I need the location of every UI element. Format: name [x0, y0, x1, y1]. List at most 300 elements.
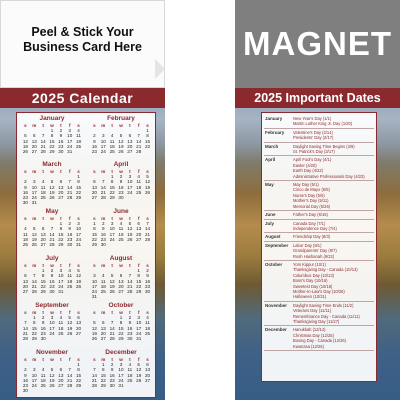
day-number: 15 [76, 372, 82, 378]
day-number: 5 [68, 315, 71, 321]
day-number: 1 [77, 362, 80, 368]
day-number: 15 [91, 231, 97, 237]
day-number: 2 [101, 221, 105, 227]
day-number: 18 [109, 143, 115, 149]
day-number: 22 [76, 377, 82, 383]
month-february [90, 115, 152, 154]
weekday-letter: s [93, 357, 96, 362]
day-number: 11 [136, 179, 142, 185]
day-number: 17 [31, 189, 37, 195]
day-number: 3 [110, 221, 114, 227]
weekday-letter: t [60, 216, 62, 221]
day-number: 27 [100, 336, 106, 342]
day-number: 14 [67, 372, 73, 378]
day-number: 4 [110, 133, 114, 139]
day-number: 10 [31, 184, 37, 190]
day-number: 4 [41, 367, 45, 373]
month-may [21, 208, 83, 247]
calendar-magnet-front [0, 0, 165, 400]
day-number: 10 [67, 133, 73, 139]
weekday-letter: t [42, 310, 44, 315]
day-number: 23 [58, 143, 64, 149]
weekday-letter: s [24, 310, 27, 315]
month-days-grid [90, 357, 152, 388]
day-number: 14 [40, 138, 46, 144]
month-name: April [113, 161, 129, 168]
day-number: 25 [40, 383, 46, 389]
day-number: 17 [58, 278, 64, 284]
day-number: 2 [41, 315, 45, 321]
day-number: 11 [67, 273, 73, 279]
day-number: 15 [40, 278, 46, 284]
dates-row-february [264, 129, 374, 143]
day-number: 29 [100, 383, 106, 389]
weekday-letter: t [60, 123, 62, 128]
day-number: 1 [137, 268, 140, 274]
day-number: 11 [23, 231, 28, 237]
day-number: 2 [110, 362, 114, 368]
day-number: 3 [101, 133, 105, 139]
event-item: Thanksgiving Day - Canada (10/13) [293, 267, 358, 273]
day-number: 6 [146, 362, 149, 368]
day-number: 25 [22, 242, 28, 248]
day-number: 22 [58, 236, 64, 242]
day-number: 13 [145, 367, 151, 373]
day-number: 26 [31, 242, 37, 248]
month-days-grid [21, 357, 83, 393]
day-number: 8 [41, 273, 45, 279]
day-number: 10 [91, 278, 97, 284]
day-number: 5 [110, 273, 114, 279]
day-number: 14 [49, 231, 55, 237]
weekday-letter: m [101, 310, 106, 315]
dates-events [293, 212, 374, 217]
month-days-grid [90, 216, 152, 247]
day-number: 6 [77, 315, 80, 321]
day-number: 5 [77, 268, 80, 274]
day-number: 23 [22, 195, 28, 201]
day-number: 28 [91, 383, 97, 389]
weekday-letter: m [32, 169, 37, 174]
day-number: 10 [31, 372, 37, 378]
day-number: 2 [68, 221, 71, 227]
day-number: 21 [67, 189, 73, 195]
day-number: 16 [127, 325, 133, 331]
day-number: 9 [128, 320, 132, 326]
day-number: 15 [136, 278, 142, 284]
day-number: 18 [40, 377, 46, 383]
day-number: 14 [91, 372, 97, 378]
day-number: 7 [41, 133, 45, 139]
day-number: 23 [145, 283, 151, 289]
day-number: 29 [91, 242, 97, 248]
day-number: 19 [67, 325, 73, 331]
day-number: 16 [91, 143, 97, 149]
weekday-letter: t [129, 310, 131, 315]
month-days-grid [90, 263, 152, 299]
day-number: 8 [119, 320, 123, 326]
event-item: Sweetest Day (10/18) [293, 283, 333, 289]
month-name: March [42, 161, 62, 168]
day-number: 25 [145, 330, 151, 336]
day-number: 26 [127, 236, 133, 242]
day-number: 7 [101, 179, 105, 185]
day-number: 29 [76, 383, 82, 389]
day-number: 31 [67, 149, 73, 155]
day-number: 23 [67, 236, 73, 242]
day-number: 17 [49, 325, 55, 331]
day-number: 12 [109, 278, 115, 284]
event-item: Mother-In-Law's Day (10/26) [293, 288, 345, 294]
weekday-letter: m [32, 216, 37, 221]
day-number: 13 [58, 184, 64, 190]
day-number: 22 [100, 377, 106, 383]
day-number: 28 [127, 289, 133, 295]
day-number: 14 [109, 325, 115, 331]
event-item: Grandparents' Day (9/7) [293, 248, 337, 254]
month-september [21, 302, 83, 341]
month-name: July [45, 255, 59, 262]
dates-title: 2025 Important Dates [235, 88, 400, 108]
day-number: 30 [22, 388, 28, 394]
day-number: 26 [67, 330, 73, 336]
important-dates-list [261, 112, 377, 382]
day-number: 16 [67, 231, 73, 237]
day-number: 3 [77, 221, 80, 227]
weekday-letter: m [101, 169, 106, 174]
dates-row-september [264, 242, 374, 261]
weekday-letter: w [50, 310, 54, 315]
weekday-letter: s [93, 123, 96, 128]
day-number: 19 [76, 278, 82, 284]
day-number: 20 [58, 189, 64, 195]
day-number: 27 [136, 236, 142, 242]
day-number: 26 [109, 289, 115, 295]
day-number: 29 [58, 242, 64, 248]
day-number: 10 [76, 226, 82, 232]
day-number: 8 [146, 133, 149, 139]
weekday-letter: s [93, 169, 96, 174]
day-number: 1 [41, 268, 45, 274]
dates-row-november [264, 302, 374, 327]
dates-events [293, 116, 374, 127]
day-number: 12 [118, 138, 124, 144]
day-number: 9 [110, 367, 114, 373]
day-number: 30 [100, 242, 106, 248]
day-number: 12 [31, 231, 37, 237]
day-number: 4 [59, 315, 63, 321]
weekday-letter: s [24, 216, 27, 221]
day-number: 28 [31, 289, 37, 295]
day-number: 24 [49, 330, 55, 336]
weekday-letter: t [111, 169, 113, 174]
weekday-letter: s [146, 357, 149, 362]
day-number: 13 [118, 278, 124, 284]
day-number: 8 [101, 367, 105, 373]
day-number: 10 [109, 226, 115, 232]
weekday-letter: s [24, 263, 27, 268]
weekday-letter: w [50, 263, 54, 268]
day-number: 13 [76, 320, 82, 326]
weekday-letter: f [137, 169, 140, 174]
day-number: 6 [119, 273, 123, 279]
event-item: Halloween (10/31) [293, 294, 327, 300]
day-number: 7 [128, 273, 132, 279]
day-number: 23 [100, 236, 106, 242]
event-item: Mother's Day (5/11) [293, 198, 329, 204]
month-december [90, 349, 152, 388]
day-number: 19 [109, 283, 115, 289]
day-number: 20 [127, 143, 133, 149]
day-number: 10 [136, 320, 142, 326]
weekday-letter: t [42, 169, 44, 174]
weekday-letter: s [93, 263, 96, 268]
weekday-letter: t [60, 357, 62, 362]
day-number: 2 [50, 268, 54, 274]
day-number: 22 [40, 283, 46, 289]
day-number: 28 [49, 242, 55, 248]
day-number: 17 [118, 372, 124, 378]
weekday-letter: t [129, 123, 131, 128]
day-number: 19 [118, 143, 124, 149]
month-july [21, 255, 83, 294]
day-number: 17 [109, 231, 115, 237]
day-number: 5 [50, 179, 54, 185]
day-number: 10 [49, 320, 55, 326]
day-number: 19 [22, 143, 28, 149]
day-number: 18 [136, 184, 142, 190]
day-number: 31 [31, 200, 37, 206]
month-name: September [35, 302, 69, 309]
month-august [90, 255, 152, 299]
day-number: 24 [76, 236, 82, 242]
day-number: 17 [91, 283, 97, 289]
month-name: November [36, 349, 68, 356]
month-days-grid [90, 310, 152, 341]
day-number: 31 [58, 289, 64, 295]
day-number: 23 [49, 283, 55, 289]
dates-row-january [264, 115, 374, 129]
day-number: 21 [136, 143, 142, 149]
day-number: 23 [118, 189, 124, 195]
day-number: 5 [24, 133, 27, 139]
weekday-letter: s [93, 216, 96, 221]
day-number: 9 [146, 273, 149, 279]
day-number: 18 [67, 278, 73, 284]
event-item: Veterans Day (11/11) [293, 308, 332, 314]
month-march [21, 161, 83, 205]
day-number: 10 [127, 179, 133, 185]
day-number: 1 [77, 174, 80, 180]
day-number: 16 [58, 138, 64, 144]
day-number: 11 [40, 184, 46, 190]
day-number: 7 [50, 226, 54, 232]
weekday-letter: f [137, 310, 140, 315]
day-number: 3 [68, 128, 71, 134]
day-number: 12 [136, 367, 142, 373]
dates-month-label: July [265, 220, 275, 226]
day-number: 4 [128, 362, 132, 368]
day-number: 5 [137, 362, 140, 368]
day-number: 29 [49, 149, 55, 155]
day-number: 1 [93, 221, 96, 227]
day-number: 4 [119, 221, 123, 227]
day-number: 29 [40, 289, 46, 295]
day-number: 5 [93, 320, 96, 326]
day-number: 25 [100, 289, 106, 295]
weekday-letter: f [137, 263, 140, 268]
day-number: 30 [49, 289, 55, 295]
weekday-letter: w [50, 169, 54, 174]
day-number: 12 [49, 372, 55, 378]
day-number: 25 [40, 195, 46, 201]
day-number: 5 [32, 226, 36, 232]
weekday-letter: s [146, 123, 149, 128]
dates-events [293, 182, 374, 209]
day-number: 16 [109, 372, 115, 378]
day-number: 17 [136, 325, 142, 331]
event-item: Earth Day (4/22) [293, 168, 324, 174]
day-number: 4 [24, 226, 27, 232]
day-number: 3 [59, 268, 63, 274]
day-number: 11 [40, 372, 46, 378]
weekday-letter: s [77, 169, 80, 174]
day-number: 3 [50, 315, 54, 321]
day-number: 28 [136, 149, 142, 155]
day-number: 12 [49, 184, 55, 190]
day-number: 8 [59, 226, 63, 232]
day-number: 2 [128, 315, 132, 321]
dates-row-august [264, 233, 374, 241]
day-number: 22 [136, 283, 142, 289]
weekday-letter: f [68, 310, 71, 315]
weekday-letter: f [68, 357, 71, 362]
day-number: 12 [67, 320, 73, 326]
day-number: 15 [145, 138, 151, 144]
day-number: 16 [49, 278, 55, 284]
day-number: 21 [109, 330, 115, 336]
month-october [90, 302, 152, 341]
day-number: 14 [136, 138, 142, 144]
event-item: Nurse's Day (5/6) [293, 192, 325, 198]
weekday-letter: w [119, 123, 123, 128]
day-number: 22 [118, 330, 124, 336]
day-number: 4 [77, 128, 80, 134]
dates-row-march [264, 143, 374, 157]
day-number: 21 [145, 231, 151, 237]
day-number: 18 [76, 138, 82, 144]
day-number: 19 [49, 377, 55, 383]
day-number: 7 [110, 320, 114, 326]
day-number: 1 [50, 128, 54, 134]
day-number: 27 [76, 330, 82, 336]
sticker-text-line1: Peel & Stick Your [31, 25, 134, 39]
day-number: 18 [118, 231, 124, 237]
day-number: 29 [76, 195, 82, 201]
event-item: Boss's Day (10/16) [293, 278, 328, 284]
day-number: 27 [40, 242, 46, 248]
day-number: 26 [49, 383, 55, 389]
month-name: January [39, 115, 65, 122]
dates-events [293, 303, 374, 325]
day-number: 25 [109, 149, 115, 155]
day-number: 28 [109, 336, 115, 342]
month-name: December [105, 349, 137, 356]
weekday-letter: s [146, 263, 149, 268]
day-number: 7 [137, 133, 140, 139]
day-number: 22 [91, 236, 97, 242]
day-number: 1 [101, 362, 105, 368]
calendar-title: 2025 Calendar [0, 88, 165, 108]
day-number: 8 [137, 273, 140, 279]
day-number: 12 [91, 325, 97, 331]
day-number: 18 [100, 283, 106, 289]
day-number: 14 [67, 184, 73, 190]
day-number: 21 [40, 143, 46, 149]
day-number: 27 [91, 195, 97, 201]
day-number: 1 [110, 174, 114, 180]
day-number: 31 [118, 383, 124, 389]
day-number: 22 [31, 330, 37, 336]
weekday-letter: t [60, 310, 62, 315]
weekday-letter: m [101, 216, 106, 221]
event-item: Columbus Day (10/13) [293, 272, 334, 278]
day-number: 13 [127, 138, 133, 144]
day-number: 13 [40, 231, 46, 237]
weekday-letter: t [42, 123, 44, 128]
event-item: Martin Luther King Jr. Day (1/20) [293, 121, 353, 127]
day-number: 23 [127, 330, 133, 336]
day-number: 2 [24, 367, 27, 373]
day-number: 17 [67, 138, 73, 144]
day-number: 8 [93, 226, 96, 232]
month-april [90, 161, 152, 200]
event-item: Administrative Professionals Day (4/23) [293, 173, 365, 179]
day-number: 9 [93, 138, 96, 144]
day-number: 20 [58, 377, 64, 383]
day-number: 24 [31, 195, 37, 201]
day-number: 15 [118, 325, 124, 331]
day-number: 31 [136, 336, 142, 342]
event-item: New Year's Day (1/1) [293, 116, 332, 121]
weekday-letter: m [32, 310, 37, 315]
day-number: 9 [59, 133, 63, 139]
event-item: Canada Day (7/1) [293, 220, 326, 226]
weekday-letter: s [77, 263, 80, 268]
event-item: Remembrance Day - Canada (11/11) [293, 313, 360, 319]
day-number: 14 [127, 278, 133, 284]
weekday-letter: w [119, 169, 123, 174]
event-item: Daylight Saving Time Begins (3/9) [293, 143, 355, 149]
weekday-letter: s [77, 123, 80, 128]
weekday-letter: s [146, 169, 149, 174]
event-item: Easter (4/20) [293, 162, 317, 168]
dates-events [293, 221, 374, 232]
day-number: 11 [100, 278, 106, 284]
day-number: 10 [58, 273, 64, 279]
event-item: Independence Day (7/4) [293, 225, 337, 231]
day-number: 19 [91, 330, 97, 336]
dates-month-label: August [265, 234, 281, 240]
day-number: 26 [91, 336, 97, 342]
day-number: 25 [127, 377, 133, 383]
event-item: Presidents' Day (2/17) [293, 135, 334, 141]
dates-month-label: April [265, 157, 276, 163]
weekday-letter: m [101, 123, 106, 128]
dates-row-october [264, 261, 374, 302]
day-number: 6 [32, 133, 36, 139]
day-number: 21 [31, 283, 37, 289]
